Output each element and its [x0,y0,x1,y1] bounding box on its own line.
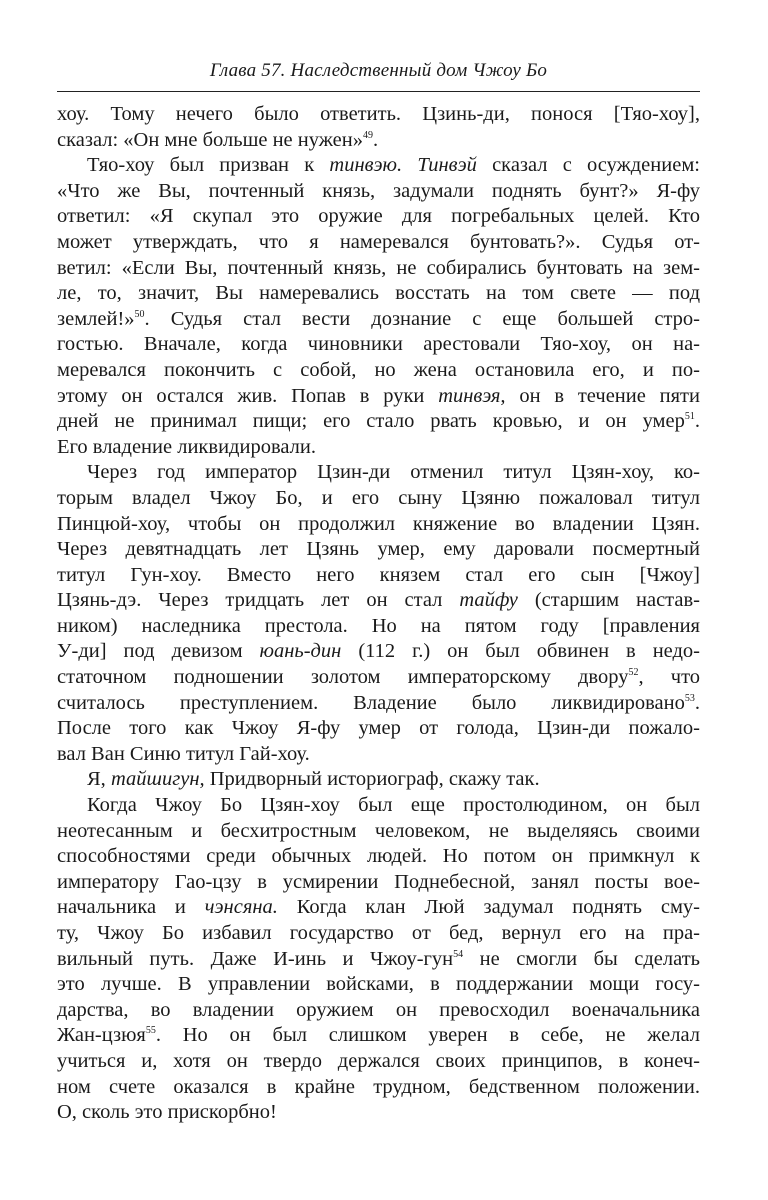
text-run: землей!» [57,307,135,330]
footnote-ref: 54 [453,948,464,960]
text-run: может утверждать, что я намеревался бунтовать?». Судья от- [57,230,700,253]
text-run: ном счете оказался в крайне трудном, бедственном положении. [57,1075,700,1098]
text-line [57,512,700,538]
text-run: вильный путь. Даже И-инь и Чжоу-гун [57,947,454,970]
text-line [57,281,700,307]
text-run: ветил: «Если Вы, почтенный князь, не собирались бунтовать на зем- [57,256,700,279]
text-line [57,435,700,461]
text-line [57,588,700,614]
footnote-ref: 50 [134,308,145,320]
text-run: это лучше. В управлении войсками, в поддержании мощи госу- [57,973,700,996]
footnote-ref: 55 [145,1025,156,1037]
text-line [57,793,700,819]
text-line [57,179,700,205]
text-run: начальника и [57,896,205,919]
text-line [57,972,700,998]
text-run: О, сколь это прискорбно! [57,1101,277,1124]
text-line [57,716,700,742]
italic-term: Тинвэй [417,154,477,177]
text-line [57,767,700,793]
text-run: он в течение пяти [505,384,700,407]
text-line [57,537,700,563]
text-line [57,358,700,384]
text-run: Жан-цзюя [57,1024,146,1047]
text-run: . Но он был слишком уверен в себе, не желал [155,1024,700,1047]
text-run: статочном подношении золотом императорскому двору [57,666,629,689]
italic-term: тайфу [459,589,518,612]
text-run: Через год император Цзин-ди отменил титул Цзян-хоу, ко- [87,461,700,484]
text-run: Тяо-хоу был призван к [87,154,330,177]
text-run: способностями среди обычных людей. Но потом он примкнул к [57,845,700,868]
text-line [57,307,700,333]
text-run: вал Ван Синю титул Гай-хоу. [57,742,310,765]
text-run: . [694,410,700,433]
text-run: (старшим настав- [517,589,700,612]
text-run: сказал с осуждением: [476,154,700,177]
text-line [57,819,700,845]
text-run: (112 г.) он был обвинен в недо- [341,640,700,663]
text-line [57,1023,700,1049]
text-line [57,921,700,947]
text-run: У-ди] под девизом [57,640,260,663]
text-run: учиться и, хотя он твердо держался своих принципов, в конеч- [57,1049,700,1072]
text-line [57,230,700,256]
text-run: , что [638,666,700,689]
italic-term: тинвэю. [329,154,403,177]
text-line [57,870,700,896]
text-line [57,665,700,691]
text-run: После того как Чжоу Я-фу умер от голода, Цзин-ди пожало- [57,717,700,740]
text-run: Когда Чжоу Бо Цзян-хоу был еще простолюдином, он был [87,794,700,817]
body-text [57,102,700,1126]
text-run: титул Гун-хоу. Вместо него князем стал его сын [Чжоу] [57,563,700,586]
text-run: Придворный историограф, скажу так. [204,768,540,791]
text-run: императору Гао-цзу в усмирении Поднебесной, занял посты вое- [57,870,700,893]
text-run: ле, то, значит, Вы намеревались восстать на том свете — под [57,282,700,305]
footnote-ref: 52 [628,667,639,679]
text-run: ником) наследника престола. Но на пятом году [правления [57,614,700,637]
text-run: меревался покончить с собой, но жена остановила его, и по- [57,358,700,381]
text-line [57,1075,700,1101]
footnote-ref: 53 [684,692,695,704]
text-line [57,614,700,640]
text-run: сказал: «Он мне больше не нужен» [57,128,363,151]
text-run: дарства, во владении оружием он превосходил военачальника [57,998,700,1021]
text-run: Я, [87,768,111,791]
text-line [57,947,700,973]
text-line [57,204,700,230]
text-line [57,998,700,1024]
italic-term: тинвэя, [438,384,506,407]
text-run: не смогли бы сделать [463,947,700,970]
footnote-ref: 51 [684,411,695,423]
text-run: неотесанным и бесхитростным человеком, не выделяясь своими [57,819,700,842]
text-run: торым владел Чжоу Бо, и его сыну Цзяню пожаловал титул [57,486,700,509]
text-run: ту, Чжоу Бо избавил государство от бед, вернул его на пра- [57,922,700,944]
text-line [57,563,700,589]
text-line [57,332,700,358]
text-line [57,256,700,282]
footnote-ref: 49 [362,129,373,141]
italic-term: тайшигун, [110,768,205,791]
text-line [57,153,700,179]
italic-term: чэнсяна. [204,896,278,919]
header-rule [57,91,700,92]
text-run: . Судья стал вести дознание с еще большей стро- [144,307,700,330]
text-run: Через девятнадцать лет Цзянь умер, ему даровали посмертный [57,538,700,561]
text-run: Пинцюй-хоу, чтобы он продолжил княжение во владении Цзян. [57,512,700,535]
text-run: Когда клан Люй задумал поднять сму- [277,896,700,919]
text-line [57,895,700,921]
italic-term: юань-дин [259,640,342,663]
text-line [57,691,700,717]
text-line [57,486,700,512]
text-line [57,1049,700,1075]
text-run: ответил: «Я скупал это оружие для погребальных целей. Кто [57,205,700,228]
text-line [57,102,700,128]
text-run: . [372,128,379,151]
text-run: «Что же Вы, почтенный князь, задумали поднять бунт?» Я-фу [57,179,700,202]
text-run: гостью. Вначале, когда чиновники арестовали Тяо-хоу, он на- [57,333,700,356]
text-run: Его владение ликвидировали. [57,435,316,458]
text-line [57,460,700,486]
text-line [57,742,700,768]
text-run: дней не принимал пищи; его стало рвать кровью, и он умер [57,410,685,433]
text-line [57,639,700,665]
text-line [57,844,700,870]
running-head: Глава 57. Наследственный дом Чжоу Бо [209,60,548,81]
text-run: считалось преступлением. Владение было ликвидировано [57,691,685,714]
text-run [402,154,417,176]
text-run: Цзянь-дэ. Через тридцать лет он стал [57,589,460,612]
text-line [57,1100,700,1126]
text-line [57,409,700,435]
text-line [57,128,700,154]
text-run: . [694,691,700,714]
text-run: хоу. Тому нечего было ответить. Цзинь-ди, понося [Тяо-хоу], [57,103,700,125]
text-line [57,384,700,410]
text-run: этому он остался жив. Попав в руки [57,384,439,407]
